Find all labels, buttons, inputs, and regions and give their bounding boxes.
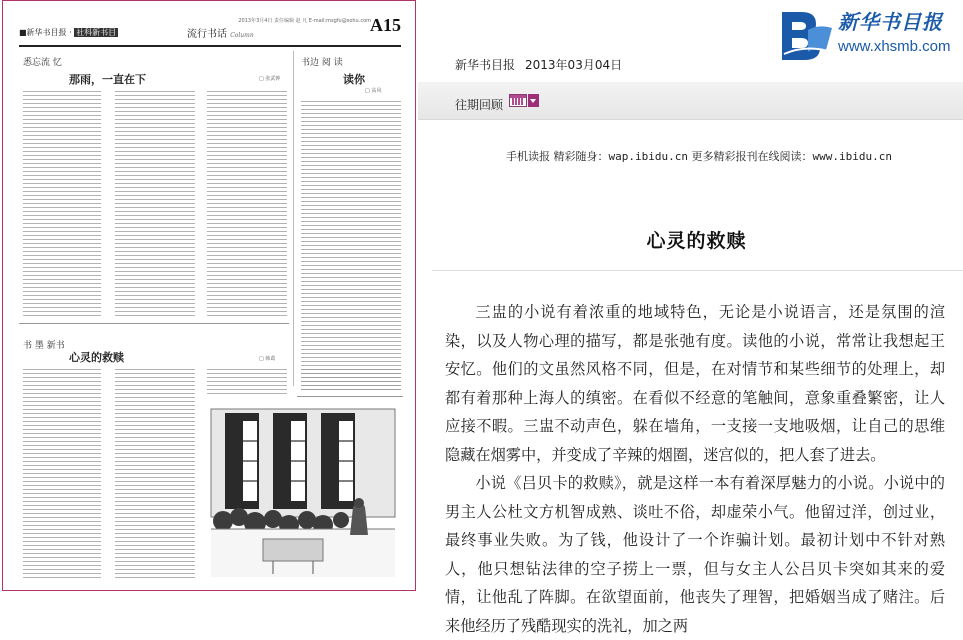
section-divider [19, 323, 289, 324]
article-text-column [207, 91, 287, 319]
thumb-article-tag: 书 墨 新书 [23, 341, 65, 351]
issue-date: 2013年03月04日 [525, 58, 623, 72]
archive-label: 往期回顾 [455, 98, 504, 112]
paper-name: 新华书目报 [455, 58, 516, 72]
article-text-column [301, 369, 401, 393]
thumb-article-byline: □ 高风 [365, 88, 382, 94]
thumb-page-number: A15 [370, 15, 401, 35]
article-text-column [301, 101, 401, 391]
online-text: 更多精彩报刊在线阅读： [687, 150, 813, 163]
article-paragraph: 三盅的小说有着浓重的地域特色，无论是小说语言，还是氛围的渲染，以及人物心理的描写，都是张弛有度。读他的小说，常常让我想起王安忆。他们的文虽然风格不同，但是，在对情节和某些细节的处理上，却都有着那种上海人的缜密。在看似不经意的笔触间，意象重叠繁密，让人应接不暇。三盅不动声色，躲在墙角，一支接一支地吸烟，让自己的思维隐藏在烟雾中，并变成了辛辣的烟圈，迷宫似的，把人套了进去。 [445, 303, 945, 464]
thumb-article-tag: 悉忘流 忆 [23, 58, 62, 68]
article-text-column [115, 369, 195, 579]
thumb-article-title: 那雨，一直在下 [69, 73, 146, 86]
thumb-column-name: 流行书话 [187, 29, 227, 40]
section-divider [297, 396, 403, 397]
article-paragraph: 小说《吕贝卡的救赎》，就是这样一本有着深厚魅力的小说。小说中的男主人公杜文方机智成熟、谈吐不俗，却虚荣小气。他留过洋，创过业，最终事业失败。为了钱，他设计了一个诈骗计划。最初计划中不针对熟人，他只想钻法律的空子捞上一票，但与女主人公吕贝卡突如其来的爱情，让他乱了阵脚。在欲望面前，他丧失了理智，把婚姻当成了赌注。后来他经历了残酷现实的洗礼，加之两 [445, 474, 945, 635]
thumb-article-byline: □ 韩葛 [259, 356, 276, 362]
dropdown-arrow-icon[interactable] [528, 94, 539, 107]
mobile-reading-bar [506, 148, 892, 164]
ibidu-link[interactable]: www.ibidu.cn [812, 150, 892, 163]
thumb-article-byline: □ 张武钟 [259, 76, 281, 82]
issue-info [455, 56, 622, 73]
page-masthead: ■新华书目报 · 社科新书目 流行书话 Column 2013年3月4日 责任编辑 赵 凡 E-mail:msgfu@sohu.com A15 [19, 15, 401, 47]
newspaper-page-thumbnail[interactable] [2, 0, 416, 591]
thumb-article-title: 读你 [343, 73, 365, 86]
brand-name: 新华书目报 [838, 10, 943, 34]
brand-url[interactable]: www.xhsmb.com [838, 38, 951, 55]
wap-link[interactable]: wap.ibidu.cn [608, 150, 688, 163]
article-body [445, 298, 945, 640]
thumb-article-title: 心灵的救赎 [69, 351, 124, 364]
article-text-column [207, 369, 287, 395]
article-text-column [23, 91, 101, 319]
column-divider [293, 51, 294, 386]
title-divider [432, 270, 963, 271]
thumb-column-en: Column [230, 32, 254, 39]
article-text-column [23, 369, 101, 579]
calendar-icon[interactable] [509, 94, 527, 107]
article-illustration [203, 399, 403, 577]
thumb-header-info: 2013年3月4日 责任编辑 赵 凡 E-mail:msgfu@sohu.com [238, 18, 371, 24]
mobile-text: 手机读报 精彩随身： [506, 150, 609, 163]
thumb-section-label: 社科新书目 [76, 28, 117, 37]
article-text-column [115, 91, 195, 319]
brand-logo-icon[interactable] [778, 8, 836, 62]
thumb-article-tag: 书边 阅 读 [301, 58, 343, 68]
article-title: 心灵的救赎 [646, 230, 747, 252]
